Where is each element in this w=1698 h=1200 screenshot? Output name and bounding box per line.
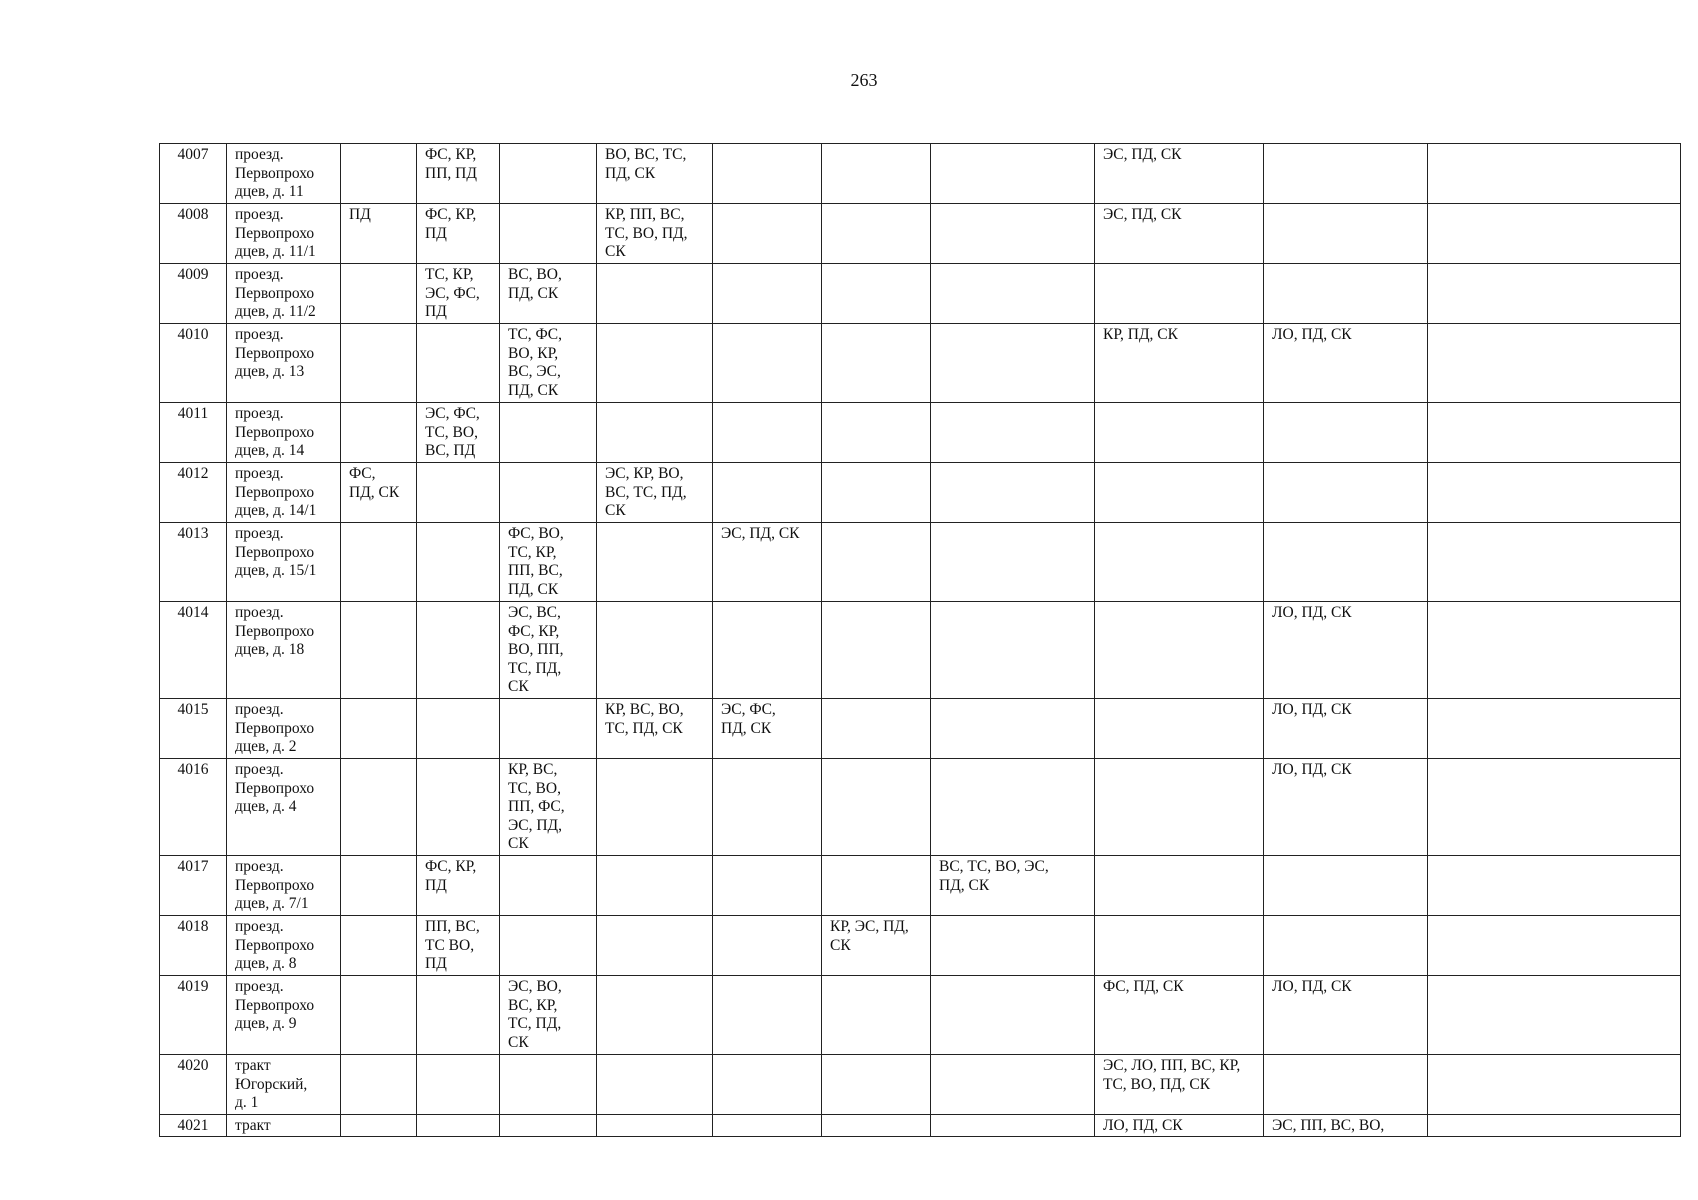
row-number-cell: 4017: [160, 856, 227, 916]
table-cell: [341, 523, 417, 602]
data-table: [159, 143, 1681, 1137]
table-cell: ЛО, ПД, СК: [1264, 602, 1428, 699]
table-cell: [931, 602, 1095, 699]
table-cell: [597, 1115, 713, 1137]
table-cell: [341, 403, 417, 463]
table-cell: [931, 144, 1095, 204]
table-cell: КР, ПД, СК: [1095, 324, 1264, 403]
table-cell: [341, 856, 417, 916]
table-cell: ВС, ВО, ПД, СК: [500, 264, 597, 324]
address-cell: проезд. Первопрохо дцев, д. 9: [227, 976, 341, 1055]
table-cell: [822, 204, 931, 264]
table-cell: [500, 699, 597, 759]
address-cell: проезд. Первопрохо дцев, д. 2: [227, 699, 341, 759]
table-row: [160, 916, 1681, 976]
table-cell: [1095, 403, 1264, 463]
table-cell: [713, 856, 822, 916]
table-cell: ФС, ПД, СК: [341, 463, 417, 523]
table-cell: [417, 324, 500, 403]
table-row: [160, 324, 1681, 403]
table-cell: [822, 1115, 931, 1137]
table-cell: ПД: [341, 204, 417, 264]
table-cell: ЭС, ВС, ФС, КР, ВО, ПП, ТС, ПД, СК: [500, 602, 597, 699]
table-row: [160, 699, 1681, 759]
table-cell: [931, 264, 1095, 324]
table-cell: [822, 856, 931, 916]
table-row: [160, 523, 1681, 602]
table-cell: [597, 976, 713, 1055]
table-cell: [341, 1055, 417, 1115]
row-number-cell: 4010: [160, 324, 227, 403]
row-number-cell: 4020: [160, 1055, 227, 1115]
table-cell: [500, 1055, 597, 1115]
table-cell: КР, ЭС, ПД, СК: [822, 916, 931, 976]
table-cell: [1095, 916, 1264, 976]
table-cell: [417, 463, 500, 523]
page-number: 263: [850, 70, 878, 90]
table-cell: [341, 699, 417, 759]
table-cell: [1428, 144, 1681, 204]
table-cell: КР, ПП, ВС, ТС, ВО, ПД, СК: [597, 204, 713, 264]
table-cell: [931, 324, 1095, 403]
table-cell: ЭС, ПД, СК: [1095, 204, 1264, 264]
table-cell: [1264, 856, 1428, 916]
table-cell: [1428, 1115, 1681, 1137]
table-cell: [597, 264, 713, 324]
row-number-cell: 4012: [160, 463, 227, 523]
table-cell: [597, 602, 713, 699]
table-cell: [597, 1055, 713, 1115]
table-row: [160, 204, 1681, 264]
table-cell: [341, 324, 417, 403]
table-cell: [1095, 602, 1264, 699]
table-cell: [341, 602, 417, 699]
row-number-cell: 4015: [160, 699, 227, 759]
table-cell: [1428, 324, 1681, 403]
table-cell: [1264, 403, 1428, 463]
table-cell: ВС, ТС, ВО, ЭС, ПД, СК: [931, 856, 1095, 916]
table-cell: [341, 916, 417, 976]
address-cell: тракт Югорский, д. 1: [227, 1055, 341, 1115]
table-cell: [931, 976, 1095, 1055]
table-cell: [713, 976, 822, 1055]
row-number-cell: 4008: [160, 204, 227, 264]
address-cell: проезд. Первопрохо дцев, д. 4: [227, 759, 341, 856]
table-cell: [500, 1115, 597, 1137]
table-cell: ЛО, ПД, СК: [1264, 759, 1428, 856]
row-number-cell: 4021: [160, 1115, 227, 1137]
table-cell: [931, 523, 1095, 602]
table-cell: [597, 324, 713, 403]
table-cell: [713, 403, 822, 463]
table-cell: ЭС, ПД, СК: [713, 523, 822, 602]
table-cell: ФС, КР, ПП, ПД: [417, 144, 500, 204]
address-cell: проезд. Первопрохо дцев, д. 8: [227, 916, 341, 976]
table-cell: ФС, КР, ПД: [417, 204, 500, 264]
table-cell: [597, 523, 713, 602]
table-cell: [417, 602, 500, 699]
table-cell: [822, 602, 931, 699]
table-cell: [1428, 463, 1681, 523]
address-cell: проезд. Первопрохо дцев, д. 13: [227, 324, 341, 403]
table-cell: [500, 856, 597, 916]
address-cell: проезд. Первопрохо дцев, д. 11/1: [227, 204, 341, 264]
table-cell: [1095, 264, 1264, 324]
address-cell: проезд. Первопрохо дцев, д. 11/2: [227, 264, 341, 324]
table-cell: ТС, КР, ЭС, ФС, ПД: [417, 264, 500, 324]
table-cell: [1428, 976, 1681, 1055]
table-cell: [500, 463, 597, 523]
row-number-cell: 4019: [160, 976, 227, 1055]
row-number-cell: 4011: [160, 403, 227, 463]
table-cell: ЭС, КР, ВО, ВС, ТС, ПД, СК: [597, 463, 713, 523]
table-row: [160, 1115, 1681, 1137]
table-cell: [713, 144, 822, 204]
address-cell: тракт: [227, 1115, 341, 1137]
table-cell: [1428, 856, 1681, 916]
table-cell: [500, 204, 597, 264]
table-cell: [1264, 264, 1428, 324]
table-cell: [1428, 523, 1681, 602]
table-cell: [822, 1055, 931, 1115]
table-row: [160, 403, 1681, 463]
table-cell: [417, 699, 500, 759]
table-cell: [1095, 759, 1264, 856]
table-cell: [341, 144, 417, 204]
table-cell: [822, 523, 931, 602]
table-cell: КР, ВС, ВО, ТС, ПД, СК: [597, 699, 713, 759]
table-cell: [1264, 1055, 1428, 1115]
row-number-cell: 4014: [160, 602, 227, 699]
row-number-cell: 4013: [160, 523, 227, 602]
table-cell: [1428, 1055, 1681, 1115]
table-cell: [822, 403, 931, 463]
table-cell: ФС, ВО, ТС, КР, ПП, ВС, ПД, СК: [500, 523, 597, 602]
table-cell: [822, 976, 931, 1055]
table-cell: КР, ВС, ТС, ВО, ПП, ФС, ЭС, ПД, СК: [500, 759, 597, 856]
table-cell: [500, 144, 597, 204]
address-cell: проезд. Первопрохо дцев, д. 18: [227, 602, 341, 699]
table-cell: ЭС, ПД, СК: [1095, 144, 1264, 204]
table-cell: [822, 144, 931, 204]
table-cell: [341, 264, 417, 324]
table-cell: [822, 463, 931, 523]
table-cell: [597, 759, 713, 856]
table-cell: [713, 463, 822, 523]
table-cell: [1095, 463, 1264, 523]
table-cell: [931, 1115, 1095, 1137]
table-cell: [822, 264, 931, 324]
table-cell: ЭС, ПП, ВС, ВО,: [1264, 1115, 1428, 1137]
table-cell: [713, 602, 822, 699]
table-cell: [1428, 602, 1681, 699]
table-cell: [931, 1055, 1095, 1115]
table-row: [160, 264, 1681, 324]
table-cell: [713, 204, 822, 264]
table-cell: [931, 916, 1095, 976]
table-cell: [1428, 264, 1681, 324]
table-cell: [1428, 759, 1681, 856]
table-cell: [1264, 523, 1428, 602]
table-cell: [931, 204, 1095, 264]
row-number-cell: 4018: [160, 916, 227, 976]
row-number-cell: 4007: [160, 144, 227, 204]
table-row: [160, 602, 1681, 699]
table-cell: [1095, 699, 1264, 759]
table-cell: [341, 976, 417, 1055]
address-cell: проезд. Первопрохо дцев, д. 7/1: [227, 856, 341, 916]
table-cell: [1428, 204, 1681, 264]
table-cell: [341, 1115, 417, 1137]
table-row: [160, 856, 1681, 916]
table-cell: [713, 1055, 822, 1115]
table-cell: [822, 759, 931, 856]
table-cell: [417, 976, 500, 1055]
table-cell: [1264, 916, 1428, 976]
table-cell: ЛО, ПД, СК: [1264, 976, 1428, 1055]
table-cell: [1264, 463, 1428, 523]
table-cell: [713, 324, 822, 403]
table-cell: ПП, ВС, ТС ВО, ПД: [417, 916, 500, 976]
table-row: [160, 144, 1681, 204]
address-cell: проезд. Первопрохо дцев, д. 14: [227, 403, 341, 463]
address-cell: проезд. Первопрохо дцев, д. 15/1: [227, 523, 341, 602]
table-cell: ЛО, ПД, СК: [1264, 699, 1428, 759]
table-cell: ТС, ФС, ВО, КР, ВС, ЭС, ПД, СК: [500, 324, 597, 403]
table-cell: [597, 916, 713, 976]
table-cell: [822, 699, 931, 759]
table-row: [160, 759, 1681, 856]
address-cell: проезд. Первопрохо дцев, д. 11: [227, 144, 341, 204]
table-cell: [500, 916, 597, 976]
table-cell: [713, 1115, 822, 1137]
table-cell: [931, 759, 1095, 856]
table-row: [160, 1055, 1681, 1115]
table-cell: [1428, 916, 1681, 976]
table-cell: ВО, ВС, ТС, ПД, СК: [597, 144, 713, 204]
table-cell: ЛО, ПД, СК: [1095, 1115, 1264, 1137]
table-cell: ФС, КР, ПД: [417, 856, 500, 916]
table-cell: [713, 264, 822, 324]
table-cell: [417, 759, 500, 856]
table-cell: [1095, 523, 1264, 602]
table-cell: [1428, 699, 1681, 759]
table-cell: [597, 403, 713, 463]
table-cell: ЭС, ЛО, ПП, ВС, КР, ТС, ВО, ПД, СК: [1095, 1055, 1264, 1115]
table-cell: [931, 463, 1095, 523]
table-cell: [417, 523, 500, 602]
table-cell: [1428, 403, 1681, 463]
table-cell: [713, 916, 822, 976]
table-cell: [500, 403, 597, 463]
table-cell: [341, 759, 417, 856]
table-cell: [1095, 856, 1264, 916]
table-cell: ЛО, ПД, СК: [1264, 324, 1428, 403]
table-cell: [931, 403, 1095, 463]
table-cell: ЭС, ФС, ТС, ВО, ВС, ПД: [417, 403, 500, 463]
row-number-cell: 4016: [160, 759, 227, 856]
table-cell: [822, 324, 931, 403]
table-cell: [417, 1115, 500, 1137]
table-cell: ЭС, ВО, ВС, КР, ТС, ПД, СК: [500, 976, 597, 1055]
table-cell: [417, 1055, 500, 1115]
table-row: [160, 463, 1681, 523]
row-number-cell: 4009: [160, 264, 227, 324]
table-cell: [713, 759, 822, 856]
table-cell: [931, 699, 1095, 759]
table-cell: [1264, 144, 1428, 204]
table-cell: [1264, 204, 1428, 264]
table-cell: ЭС, ФС, ПД, СК: [713, 699, 822, 759]
table-cell: ФС, ПД, СК: [1095, 976, 1264, 1055]
address-cell: проезд. Первопрохо дцев, д. 14/1: [227, 463, 341, 523]
table-cell: [597, 856, 713, 916]
table-row: [160, 976, 1681, 1055]
